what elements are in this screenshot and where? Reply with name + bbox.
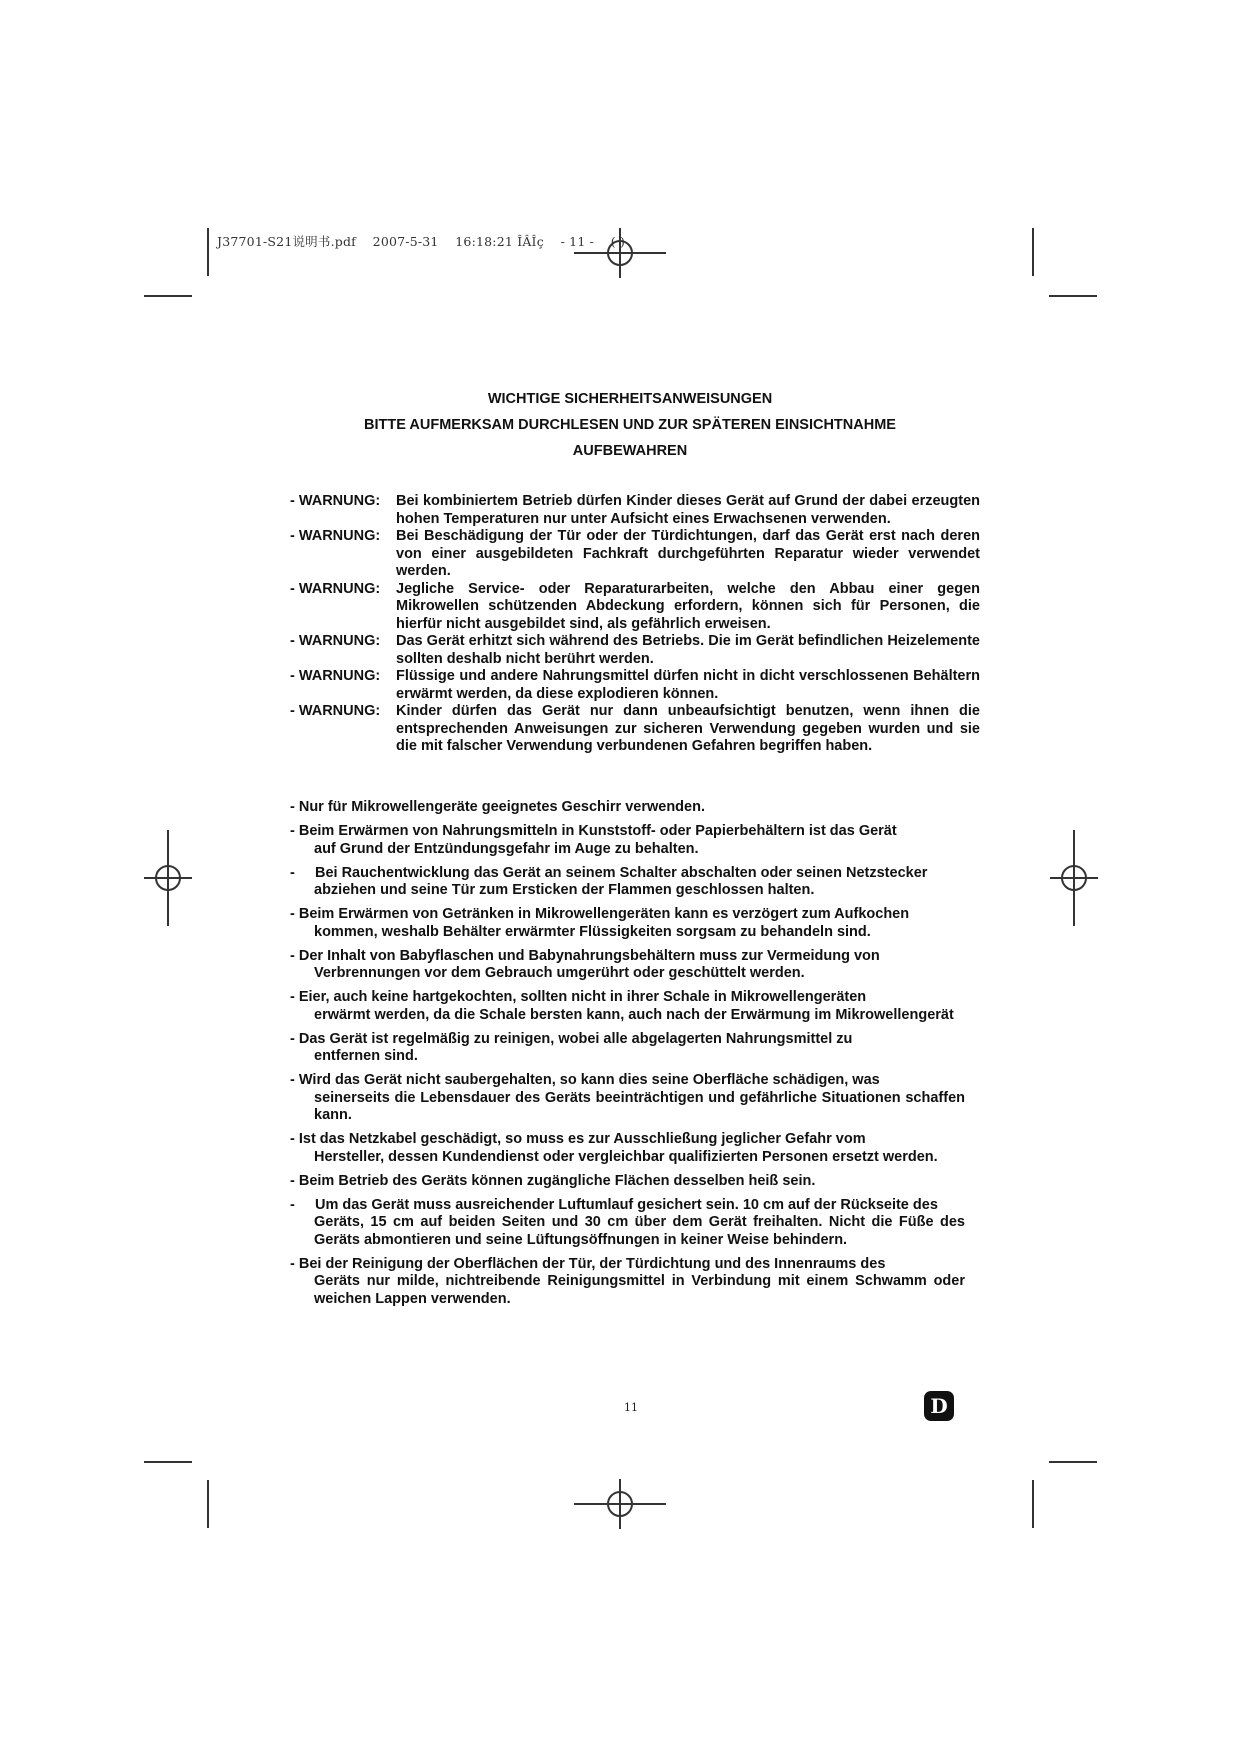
instruction-first-line: - Das Gerät ist regelmäßig zu reinigen, wobei alle abgelagerten Nahrungsmittel zu — [290, 1030, 853, 1047]
warning-label: - WARNUNG: — [290, 703, 381, 719]
warning-label: - WARNUNG: — [290, 580, 381, 597]
warning-label: - WARNUNG: — [290, 633, 381, 649]
instruction-item — [290, 823, 965, 858]
instruction-continuation: Hersteller, dessen Kundendienst oder vergleichbar qualifizierten Personen ersetzt werden. — [314, 1148, 938, 1165]
title-line: BITTE AUFMERKSAM DURCHLESEN UND ZUR SPÄTEREN EINSICHTNAHME — [364, 417, 896, 433]
warning-item — [290, 668, 980, 703]
warning-text: Kinder dürfen das Gerät nur dann unbeaufsichtigt benutzen, wenn ihnen die entsprechenden Anweisungen zur sicheren Verwendung gegeben wurden und sie die mit falscher Verwendung verbundenen Gefahren begriffen haben. — [396, 703, 980, 754]
instruction-first-line: - Eier, auch keine hartgekochten, sollten nicht in ihrer Schale in Mikrowellengeräten — [290, 989, 867, 1005]
instruction-item — [290, 865, 965, 900]
warning-list — [290, 493, 980, 756]
warning-text: Bei kombiniertem Betrieb dürfen Kinder dieses Gerät auf Grund der dabei erzeugten hohen Temperaturen nur unter Aufsicht eines Erwachsenen verwenden. — [396, 493, 980, 527]
registration-mark-icon — [1048, 830, 1100, 926]
instruction-continuation: auf Grund der Entzündungsgefahr im Auge zu behalten. — [314, 840, 699, 857]
instruction-item — [290, 1256, 965, 1309]
warning-text: Jegliche Service- oder Reparaturarbeiten, welche den Abbau einer gegen Mikrowellen schützenden Abdeckung erfordern, können sich für Personen, die hierfür nicht ausgebildet sind, als gefährlich erweisen. — [396, 580, 980, 632]
crop-mark — [1032, 1480, 1034, 1528]
instruction-item — [290, 906, 965, 941]
page-title — [290, 386, 970, 464]
registration-mark-icon — [142, 830, 194, 926]
instruction-first-line: - Bei Rauchentwicklung das Gerät an seinem Schalter abschalten oder seinen Netzstecker — [290, 864, 928, 881]
instruction-first-line: - Der Inhalt von Babyflaschen und Babynahrungsbehältern muss zur Vermeidung von — [290, 947, 880, 964]
instruction-first-line: - Ist das Netzkabel geschädigt, so muss es zur Ausschließung jeglicher Gefahr vom — [290, 1131, 866, 1147]
warning-label: - WARNUNG: — [290, 668, 381, 684]
instruction-first-line: - Um das Gerät muss ausreichender Luftumlauf gesichert sein. 10 cm auf der Rückseite des — [290, 1196, 938, 1213]
crop-mark — [144, 295, 192, 297]
title-line: AUFBEWAHREN — [572, 443, 688, 459]
instruction-item — [290, 1031, 965, 1066]
instruction-continuation: Geräts nur milde, nichtreibende Reinigungsmittel in Verbindung mit einem Schwamm oder weichen Lappen verwenden. — [314, 1273, 965, 1307]
instruction-item — [290, 948, 965, 983]
instruction-first-line: - Beim Erwärmen von Getränken in Mikrowellengeräten kann es verzögert zum Aufkochen — [290, 906, 910, 922]
warning-item — [290, 633, 980, 668]
warning-label: - WARNUNG: — [290, 493, 381, 509]
warning-label: - WARNUNG: — [290, 528, 381, 544]
page-number: 11 — [624, 1401, 638, 1414]
instruction-first-line: - Nur für Mikrowellengeräte geeignetes Geschirr verwenden. — [290, 799, 705, 815]
instruction-continuation: erwärmt werden, da die Schale bersten kann, auch nach der Erwärmung im Mikrowellengerät — [314, 1006, 954, 1023]
language-badge: D — [924, 1391, 954, 1421]
crop-mark — [207, 228, 209, 276]
instruction-item — [290, 799, 965, 817]
instruction-list — [290, 799, 965, 1315]
warning-text: Das Gerät erhitzt sich während des Betriebs. Die im Gerät befindlichen Heizelemente sollten deshalb nicht berührt werden. — [396, 633, 980, 667]
crop-mark — [144, 1461, 192, 1463]
instruction-first-line: - Wird das Gerät nicht saubergehalten, so kann dies seine Oberfläche schädigen, was — [290, 1072, 880, 1088]
warning-item — [290, 703, 980, 756]
warning-text: Flüssige und andere Nahrungsmittel dürfen nicht in dicht verschlossenen Behältern erwärmt werden, da diese explodieren können. — [396, 668, 980, 702]
instruction-continuation: seinerseits die Lebensdauer des Geräts beeinträchtigen und gefährliche Situationen schaffen kann. — [314, 1089, 965, 1123]
warning-item — [290, 493, 980, 528]
crop-mark — [1032, 228, 1034, 276]
crop-mark — [1049, 295, 1097, 297]
crop-mark — [207, 1480, 209, 1528]
instruction-continuation: Verbrennungen vor dem Gebrauch umgerührt oder geschüttelt werden. — [314, 965, 805, 981]
instruction-item — [290, 1131, 965, 1166]
instruction-first-line: - Beim Erwärmen von Nahrungsmitteln in Kunststoff- oder Papierbehältern ist das Gerät — [290, 823, 897, 839]
crop-mark — [1049, 1461, 1097, 1463]
instruction-first-line: - Bei der Reinigung der Oberflächen der Tür, der Türdichtung und des Innenraums des — [290, 1255, 886, 1272]
instruction-item — [290, 1197, 965, 1250]
print-slug: J37701-S21说明书.pdf 2007-5-31 16:18:21 ÎÂÎç - 11 - ( ) — [217, 234, 626, 249]
registration-mark-icon — [570, 1479, 670, 1529]
warning-item — [290, 528, 980, 581]
instruction-item — [290, 1072, 965, 1125]
instruction-item — [290, 1173, 965, 1191]
instruction-continuation: entfernen sind. — [314, 1048, 418, 1064]
instruction-continuation: kommen, weshalb Behälter erwärmter Flüssigkeiten sorgsam zu behandeln sind. — [314, 923, 871, 940]
instruction-continuation: Geräts, 15 cm auf beiden Seiten und 30 cm über dem Gerät freihalten. Nicht die Füße des Geräts abmontieren und seine Lüftungsöffnungen in keiner Weise behindern. — [314, 1214, 965, 1248]
title-line: WICHTIGE SICHERHEITSANWEISUNGEN — [487, 391, 773, 407]
instruction-first-line: - Beim Betrieb des Geräts können zugängliche Flächen desselben heiß sein. — [290, 1172, 816, 1189]
warning-text: Bei Beschädigung der Tür oder der Türdichtungen, darf das Gerät erst nach deren von einer ausgebildeten Fachkraft durchgeführten Reparatur wieder verwendet werden. — [396, 528, 980, 579]
instruction-continuation: abziehen und seine Tür zum Ersticken der Flammen geschlossen halten. — [314, 882, 815, 898]
warning-item — [290, 581, 980, 634]
instruction-item — [290, 989, 965, 1024]
